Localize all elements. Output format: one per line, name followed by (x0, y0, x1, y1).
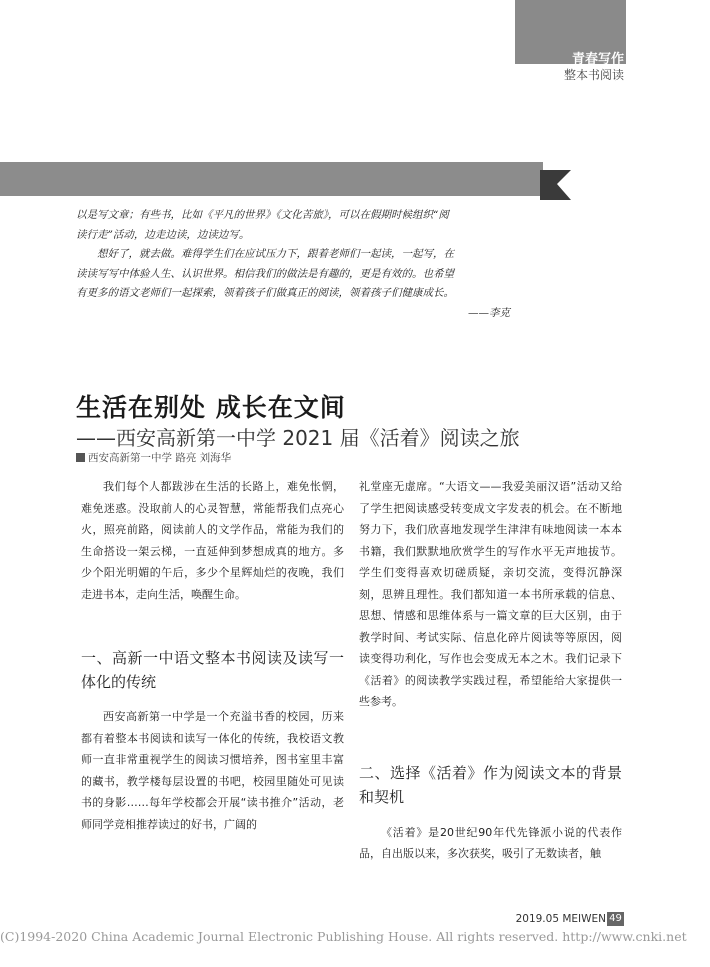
square-bullet-icon (76, 453, 85, 462)
column-subtitle: 整本书阅读 (563, 68, 624, 82)
quote-line: 以是写文章；有些书，比如《平凡的世界》《文化苦旅》，可以在假期时候组织“阅 (76, 209, 449, 221)
byline-text: 西安高新第一中学 路亮 刘海华 (88, 452, 232, 464)
right-column (359, 476, 622, 865)
copyright-line: (C)1994-2020 China Academic Journal Electronic Publishing House. All rights reserved. http://www.cnki.net (0, 929, 687, 944)
quote-line: 有更多的语文老师们一起探索，领着孩子们做真正的阅读，领着孩子们健康成长。 (76, 287, 454, 299)
article-subtitle: ——西安高新第一中学 2021 届《活着》阅读之旅 (76, 426, 520, 450)
quote-signature: ——李克 (468, 306, 510, 319)
article-title: 生活在别处 成长在文间 (76, 393, 346, 422)
quote-line: 读行走”活动，边走边读，边读边写。 (76, 228, 250, 241)
byline (76, 450, 231, 465)
section-2-heading: 二、选择《活着》作为阅读文本的背景和契机 (359, 763, 622, 806)
section-2-paragraph: 《活着》是20世纪90年代先锋派小说的代表作品，自出版以来，多次获奖，吸引了无数读者，触 (359, 825, 622, 860)
issue-label: 2019.05 MEIWEN (515, 913, 606, 925)
intro-paragraph: 我们每个人都跋涉在生活的长路上，难免怅惘，难免迷惑。没取前人的心灵智慧，常能帮我们点亮心火，照亮前路，阅读前人的文学作品，常能为我们的生命搭设一架云梯，一直延伸到梦想成真的地方。多少个阳光明媚的午后，多少个星辉灿烂的夜晚，我们走进书本，走向生活，唤醒生命。 (81, 480, 344, 601)
quote-line: 想好了，就去做。难得学生们在应试压力下，跟着老师们一起读，一起写，在 (97, 248, 454, 260)
left-column (81, 476, 344, 835)
section-1-paragraph: 西安高新第一中学是一个充溢书香的校园，历来都有着整本书阅读和读写一体化的传统，我校语文教师一直非常重视学生的阅读习惯培养，图书室里丰富的藏书，教学楼每层设置的书吧，校园里随处可见读书的身影……每年学校都会开展“读书推介”活动，老师同学竞相推荐读过的好书，广阔的 (81, 710, 344, 831)
column-title: 青春写作 (571, 52, 624, 67)
right-paragraph: 礼堂座无虚席。“大语文——我爱美丽汉语”活动又给了学生把阅读感受转变成文字发表的机会。在不断地努力下，我们欣喜地发现学生津津有味地阅读一本本书籍，我们默默地欣赏学生的写作水平无声地拔节。学生们变得喜欢切磋质疑，亲切交流，变得沉静深刻，思辨且理性。我们都知道一本书所承载的信息、思想、情感和思维体系与一篇文章的巨大区别，由于教学时间、考试实际、信息化碎片阅读等等原因，阅读变得功利化，写作也会变成无本之木。我们记录下《活着》的阅读教学实践过程，希望能给大家提供一些参考。 (359, 480, 622, 708)
quote-line: 读读写写中体验人生、认识世界。相信我们的做法是有趣的，更是有效的。也希望 (76, 267, 454, 280)
intro-quote (76, 206, 538, 323)
section-1-heading: 一、高新一中语文整本书阅读及读写一体化的传统 (81, 649, 344, 691)
flag-ribbon-icon (540, 170, 572, 202)
page-number: 49 (607, 912, 624, 926)
gray-banner (0, 162, 543, 196)
